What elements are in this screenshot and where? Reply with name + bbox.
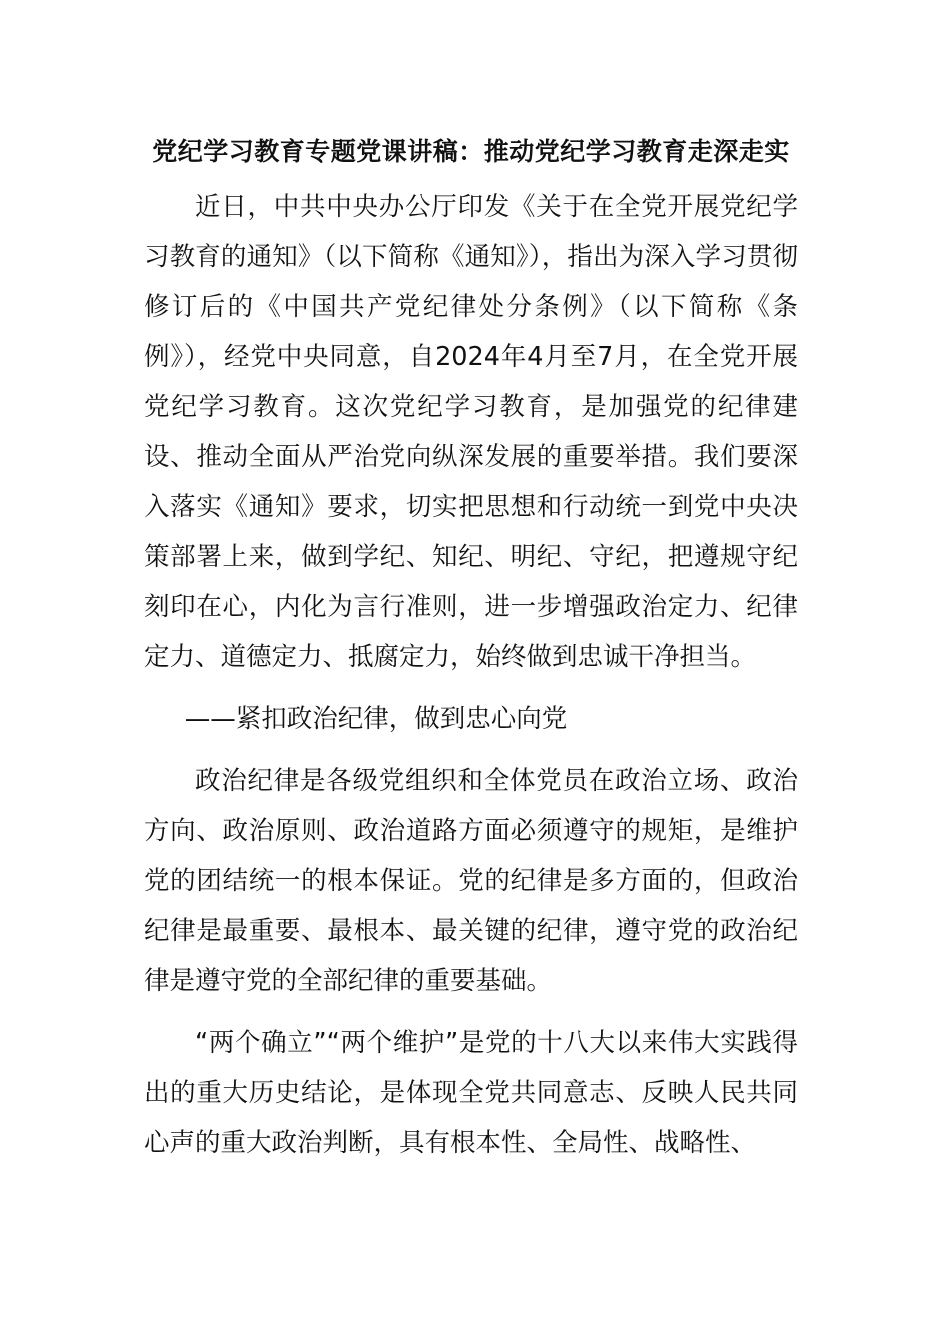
document-title: 党纪学习教育专题党课讲稿：推动党纪学习教育走深走实 [152,137,790,166]
section-heading-political-discipline: ——紧扣政治纪律，做到忠心向党 [184,704,568,734]
paragraph-two-establishments: “两个确立”“两个维护”是党的十八大以来伟大实践得出的重大历史结论，是体现全党共同意志、反映人民共同心声的重大政治判断，具有根本性、全局性、战略性、 [144,1028,798,1158]
paragraph-political-discipline: 政治纪律是各级党组织和全体党员在政治立场、政治方向、政治原则、政治道路方面必须遵守的规矩，是维护党的团结统一的根本保证。党的纪律是多方面的，但政治纪律是最重要、最根本、最关键的纪律，遵守党的政治纪律是遵守党的全部纪律的重要基础。 [144,766,798,996]
paragraph-intro: 近日，中共中央办公厅印发《关于在全党开展党纪学习教育的通知》（以下简称《通知》），指出为深入学习贯彻修订后的《中国共产党纪律处分条例》（以下简称《条例》），经党中央同意，自2024年4月至7月，在全党开展党纪学习教育。这次党纪学习教育，是加强党的纪律建设、推动全面从严治党向纵深发展的重要举措。我们要深入落实《通知》要求，切实把思想和行动统一到党中央决策部署上来，做到学纪、知纪、明纪、守纪，把遵规守纪刻印在心，内化为言行准则，进一步增强政治定力、纪律定力、道德定力、抵腐定力，始终做到忠诚干净担当。 [144,192,798,672]
